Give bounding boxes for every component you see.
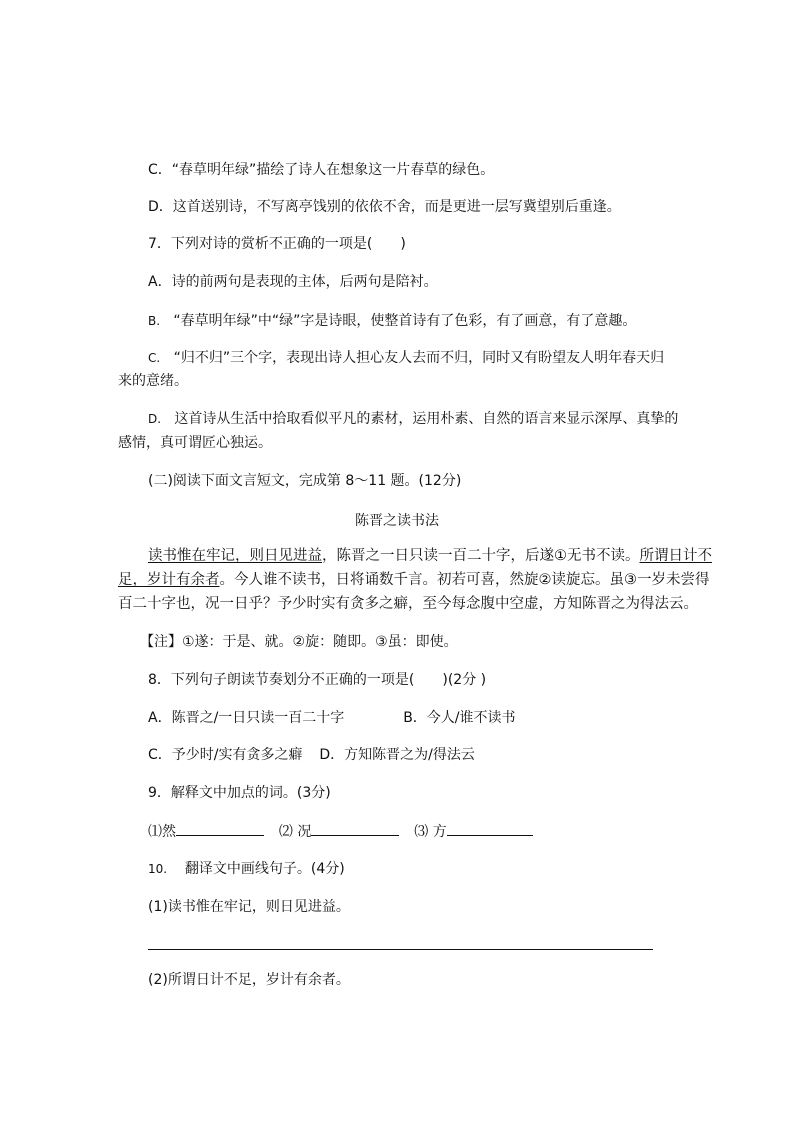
underlined-sentence-2-end: 足，岁计有余者 — [118, 572, 220, 588]
q7-option-d-cont: 感情，真可谓匠心独运。 — [118, 435, 272, 451]
passage-line-1 — [148, 546, 712, 566]
q7-option-b — [148, 311, 636, 331]
q6-option-d: D．这首送别诗，不写离亭饯别的依依不舍，而是更进一层写冀望别后重逢。 — [148, 199, 621, 215]
answer-line[interactable] — [148, 949, 653, 950]
q10-sentence-1: (1)读书惟在牢记，则日见进益。 — [148, 899, 350, 915]
q7-option-c-cont: 来的意绪。 — [118, 373, 188, 389]
q8-option-d: D．方知陈晋之为/得法云 — [319, 747, 475, 763]
q8-options-cd — [148, 745, 475, 765]
passage-line-2-text: 。今人谁不读书，日将诵数千言。初若可喜，然旋②读旋忘。虽③一岁未尝得 — [219, 572, 710, 588]
q7-option-d-label: D. — [148, 412, 162, 426]
q9-stem: 9．解释文中加点的词。(3分) — [148, 785, 331, 801]
q9-blank-2[interactable] — [311, 821, 399, 836]
q10-stem — [148, 859, 345, 879]
section2-intro: (二)阅读下面文言短文，完成第 8～11 题。(12分) — [148, 473, 462, 489]
q7-option-d-text-1: 这首诗从生活中拾取看似平凡的素材，运用朴素、自然的语言来显示深厚、真挚的 — [174, 411, 679, 427]
q7-option-a: A．诗的前两句是表现的主体，后两句是陪衬。 — [148, 274, 438, 290]
q8-options-ab — [148, 708, 516, 728]
q10-number: 10. — [148, 862, 168, 876]
q8-stem: 8．下列句子朗读节奏划分不正确的一项是( )(2分 ) — [148, 672, 487, 688]
q6-option-c: C．“春草明年绿”描绘了诗人在想象这一片春草的绿色。 — [148, 162, 495, 178]
q7-option-c — [148, 348, 664, 368]
q8-option-a: A．陈晋之/一日只读一百二十字 — [148, 710, 345, 726]
q7-option-d — [148, 409, 678, 429]
q9-blank-3[interactable] — [447, 821, 533, 836]
q9-blanks — [148, 821, 533, 842]
q7-option-c-label: C. — [148, 351, 161, 365]
q7-option-c-text-1: “归不归”三个字，表现出诗人担心友人去而不归，同时又有盼望友人明年春天归 — [173, 350, 665, 366]
underlined-sentence-2-start: 所谓日计不 — [639, 548, 712, 564]
q9-word-3: ⑶ 方 — [414, 824, 447, 840]
q8-option-c: C．予少时/实有贪多之癖 — [148, 747, 303, 763]
q7-option-b-text: “春草明年绿”中“绿”字是诗眼，使整首诗有了色彩，有了画意，有了意趣。 — [173, 313, 637, 329]
passage-line-2 — [118, 570, 710, 590]
q7-stem: 7．下列对诗的赏析不正确的一项是( ) — [148, 236, 406, 252]
underlined-sentence-1: 读书惟在牢记，则日见进益 — [148, 548, 322, 564]
q8-option-b: B．今人/谁不读书 — [403, 710, 516, 726]
q10-stem-text: 翻译文中画线句子。(4分) — [184, 861, 345, 877]
q7-option-b-label: B. — [148, 314, 161, 328]
passage-line-1-text: ，陈晋之一日只读一百二十字，后遂①无书不读。 — [322, 548, 640, 564]
passage-line-3: 百二十字也，况一日乎？予少时实有贪多之癖，至今每念腹中空虚，方知陈晋之为得法云。 — [118, 596, 698, 612]
annotation-note: 【注】①遂：于是、就。②旋：随即。③虽：即使。 — [140, 634, 458, 650]
q9-word-1: ⑴然 — [148, 824, 176, 840]
q9-word-2: ⑵ 况 — [278, 824, 312, 840]
q9-blank-1[interactable] — [176, 821, 264, 836]
q10-sentence-2: (2)所谓日计不足，岁计有余者。 — [148, 972, 350, 988]
passage-title: 陈晋之读书法 — [355, 513, 439, 529]
